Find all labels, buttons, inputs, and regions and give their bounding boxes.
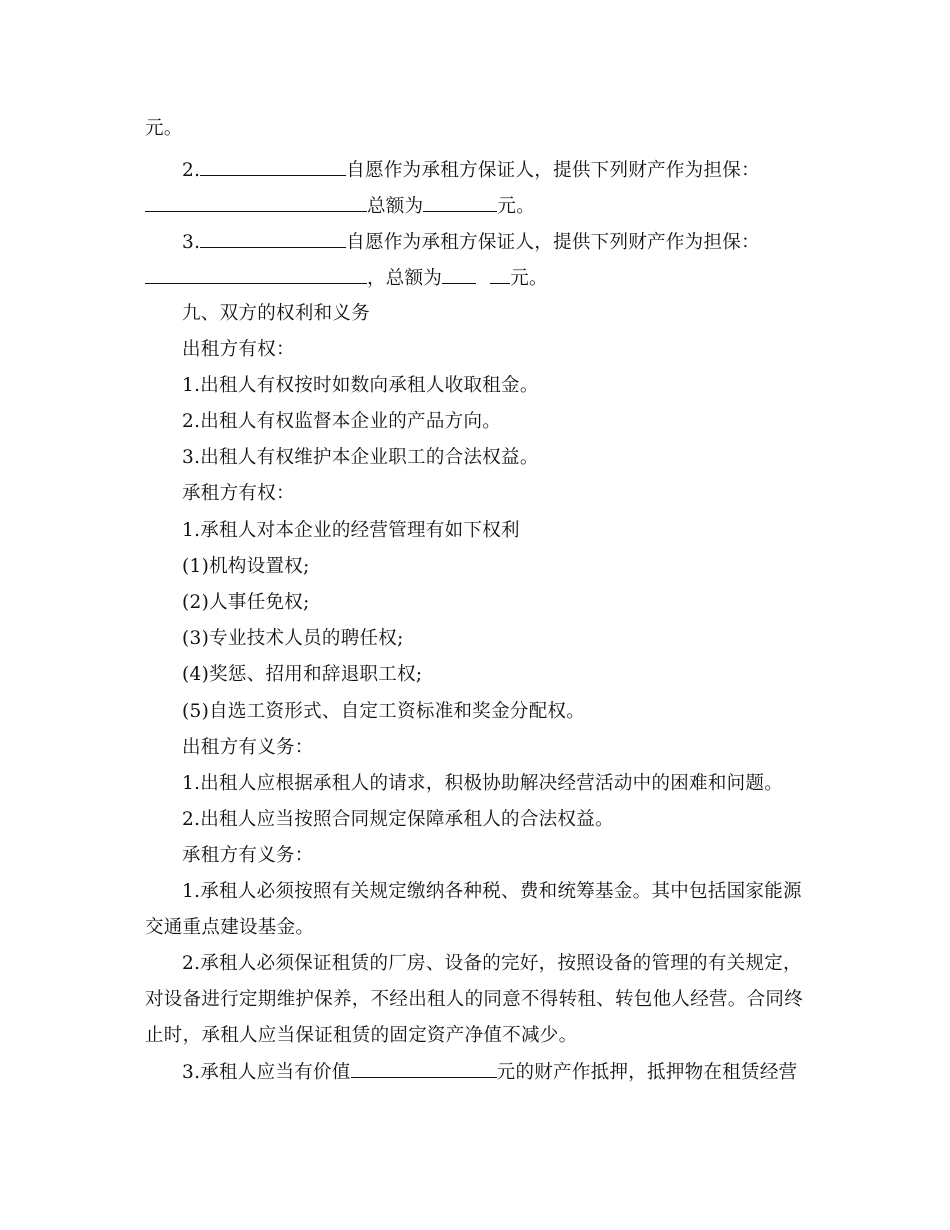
line-text: (2)人事任免权; xyxy=(182,592,310,613)
line-text: 元。 xyxy=(145,118,183,139)
line-text: 1.承租人必须按照有关规定缴纳各种税、费和统筹基金。其中包括国家能源 xyxy=(182,881,802,902)
line-text: 2.出租人有权监督本企业的产品方向。 xyxy=(182,411,502,432)
line-text: (3)专业技术人员的聘任权; xyxy=(182,628,404,649)
text-line xyxy=(145,987,803,1013)
line-text: (1)机构设置权; xyxy=(182,556,310,577)
line-text: 九、双方的权利和义务 xyxy=(182,303,371,324)
text-line xyxy=(182,626,404,652)
text-line xyxy=(145,193,535,220)
text-line xyxy=(182,951,802,977)
item-number: 3. xyxy=(182,232,201,253)
text-line xyxy=(182,662,422,688)
line-text: 承租方有义务： xyxy=(182,845,314,866)
text-line xyxy=(182,518,520,544)
line-text: 1.出租人应根据承租人的请求，积极协助解决经营活动中的困难和问题。 xyxy=(182,773,784,794)
subsection-heading xyxy=(182,481,295,507)
fill-in-blank xyxy=(490,265,510,284)
item-number: 2. xyxy=(182,160,201,181)
fill-in-blank xyxy=(145,193,367,212)
line-text: 自愿作为承租方保证人，提供下列财产作为担保： xyxy=(346,232,760,253)
line-text: 1.出租人有权按时如数向承租人收取租金。 xyxy=(182,375,539,396)
fill-in-blank xyxy=(200,229,346,248)
fill-in-blank xyxy=(145,265,367,284)
line-text: 2.出租人应当按照合同规定保障承租人的合法权益。 xyxy=(182,809,614,830)
subsection-heading xyxy=(182,337,295,363)
line-text: 元。 xyxy=(510,268,548,289)
fill-in-blank xyxy=(442,265,476,284)
text-line xyxy=(145,265,548,292)
text-line xyxy=(182,590,310,616)
line-text: (4)奖惩、招用和辞退职工权; xyxy=(182,664,423,685)
line-text: 总额为 xyxy=(367,196,424,217)
line-text: 出租方有权： xyxy=(182,339,295,360)
text-line xyxy=(182,409,501,435)
line-text: 止时，承租人应当保证租赁的固定资产净值不减少。 xyxy=(145,1025,578,1046)
text-line xyxy=(145,915,314,941)
line-text: 元的财产作抵押，抵押物在租赁经营 xyxy=(496,1062,798,1083)
text-line xyxy=(182,699,585,725)
line-text: 承租方有权： xyxy=(182,483,295,504)
text-line xyxy=(182,879,802,905)
fill-in-blank xyxy=(351,1059,497,1078)
line-text: 对设备进行定期维护保养，不经出租人的同意不得转租、转包他人经营。合同终 xyxy=(145,989,804,1010)
text-line xyxy=(182,229,760,256)
line-text: 3.出租人有权维护本企业职工的合法权益。 xyxy=(182,447,539,468)
line-text: (5)自选工资形式、自定工资标准和奖金分配权。 xyxy=(182,701,586,722)
subsection-heading xyxy=(182,843,314,869)
text-line xyxy=(182,373,539,399)
text-line xyxy=(182,771,783,797)
line-text: 交通重点建设基金。 xyxy=(145,917,315,938)
line-text: 1.承租人对本企业的经营管理有如下权利 xyxy=(182,520,520,541)
text-line xyxy=(182,1059,797,1086)
line-text: 2.承租人必须保证租赁的厂房、设备的完好，按照设备的管理的有关规定， xyxy=(182,953,802,974)
text-line xyxy=(182,157,760,184)
text-line xyxy=(182,554,310,580)
text-line xyxy=(145,116,183,142)
text-line xyxy=(182,807,614,833)
line-text: 自愿作为承租方保证人，提供下列财产作为担保： xyxy=(346,160,760,181)
fill-in-blank xyxy=(423,193,497,212)
line-text: ，总额为 xyxy=(367,268,443,289)
section-heading xyxy=(182,301,370,327)
line-text: 出租方有义务： xyxy=(182,737,314,758)
text-line xyxy=(182,445,539,471)
line-text: 3.承租人应当有价值 xyxy=(182,1062,351,1083)
text-line xyxy=(145,1023,577,1049)
subsection-heading xyxy=(182,735,314,761)
fill-in-blank xyxy=(200,157,346,176)
line-text: 元。 xyxy=(497,196,536,217)
